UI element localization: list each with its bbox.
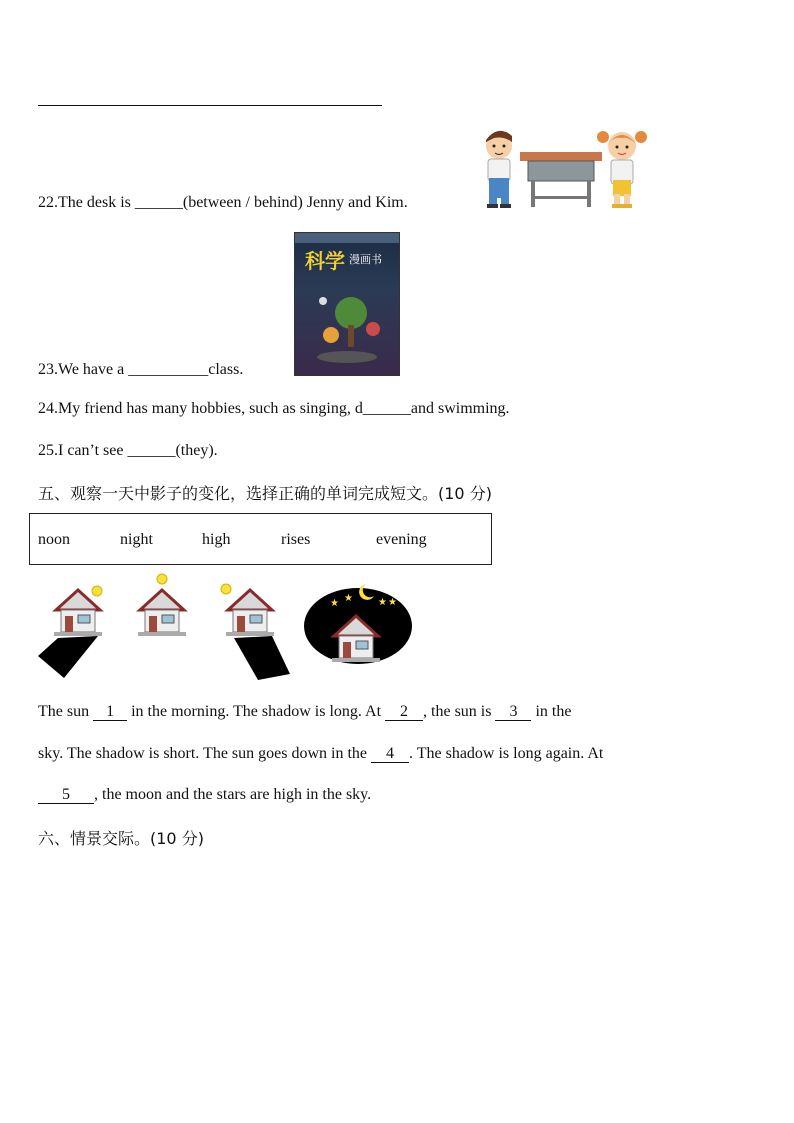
boy-icon <box>486 131 512 208</box>
answer-line <box>38 105 382 106</box>
house-shadow-illustrations <box>36 570 416 682</box>
word-bank-item: noon <box>38 531 70 548</box>
svg-text:★: ★ <box>330 598 339 609</box>
noon-scene-icon <box>138 574 186 636</box>
question-number: 22. <box>38 194 58 211</box>
word-bank-item: high <box>202 531 231 548</box>
book-art-icon <box>303 287 393 371</box>
svg-text:★: ★ <box>388 597 397 608</box>
passage-text: , the sun is <box>423 703 496 720</box>
blank-5[interactable]: 5 <box>38 787 94 804</box>
svg-text:★: ★ <box>344 593 353 604</box>
question-22 <box>38 194 408 212</box>
book-header-strip <box>295 233 399 243</box>
blank[interactable]: ______ <box>127 442 176 459</box>
blank-3[interactable]: 3 <box>495 704 531 721</box>
blank-1[interactable]: 1 <box>93 704 127 721</box>
blank[interactable]: __________ <box>128 361 209 378</box>
question-number: 24. <box>38 400 58 417</box>
evening-scene-icon <box>221 584 290 680</box>
question-text: The desk is <box>58 194 135 211</box>
desk-icon <box>520 152 602 207</box>
question-text: and swimming. <box>410 400 510 417</box>
boy-desk-girl-illustration <box>476 122 652 212</box>
passage-text: . The shadow is long again. At <box>409 745 604 762</box>
word-bank <box>29 513 492 565</box>
blank-2[interactable]: 2 <box>385 704 423 721</box>
blank[interactable]: ______ <box>362 400 411 417</box>
passage-line-2 <box>38 745 603 763</box>
word-bank-item: rises <box>281 531 311 548</box>
book-subtitle: 漫画书 <box>349 253 382 266</box>
passage-text: , the moon and the stars are high in the sky. <box>94 786 372 803</box>
science-comic-book-cover <box>294 232 400 376</box>
question-23 <box>38 361 243 379</box>
passage-text: The sun <box>38 703 94 720</box>
question-24 <box>38 400 510 418</box>
passage-line-1 <box>38 703 571 721</box>
question-text: class. <box>208 361 244 378</box>
passage-text: sky. The shadow is short. The sun goes down in the <box>38 745 372 762</box>
question-number: 23. <box>38 361 58 378</box>
svg-text:★: ★ <box>378 597 387 608</box>
question-number: 25. <box>38 442 58 459</box>
book-title: 科学 <box>305 249 345 273</box>
blank[interactable]: ______ <box>134 194 183 211</box>
question-text: My friend has many hobbies, such as singing, d <box>58 400 363 417</box>
question-text: We have a <box>58 361 129 378</box>
passage-text: in the morning. The shadow is long. At <box>127 703 386 720</box>
question-25 <box>38 442 218 460</box>
passage-text: in the <box>531 703 572 720</box>
passage-line-3 <box>38 786 371 804</box>
word-bank-item: evening <box>376 531 427 548</box>
word-bank-item: night <box>120 531 153 548</box>
question-text: (between / behind) Jenny and Kim. <box>182 194 408 211</box>
section-6-heading: 六、情景交际。(10 分) <box>38 829 204 848</box>
question-text: I can’t see <box>58 442 128 459</box>
morning-scene-icon <box>38 586 102 678</box>
girl-icon <box>597 131 647 208</box>
night-scene-icon <box>304 584 412 664</box>
section-5-heading: 五、观察一天中影子的变化，选择正确的单词完成短文。(10 分) <box>38 484 492 503</box>
blank-4[interactable]: 4 <box>371 746 409 763</box>
question-text: (they). <box>175 442 218 459</box>
